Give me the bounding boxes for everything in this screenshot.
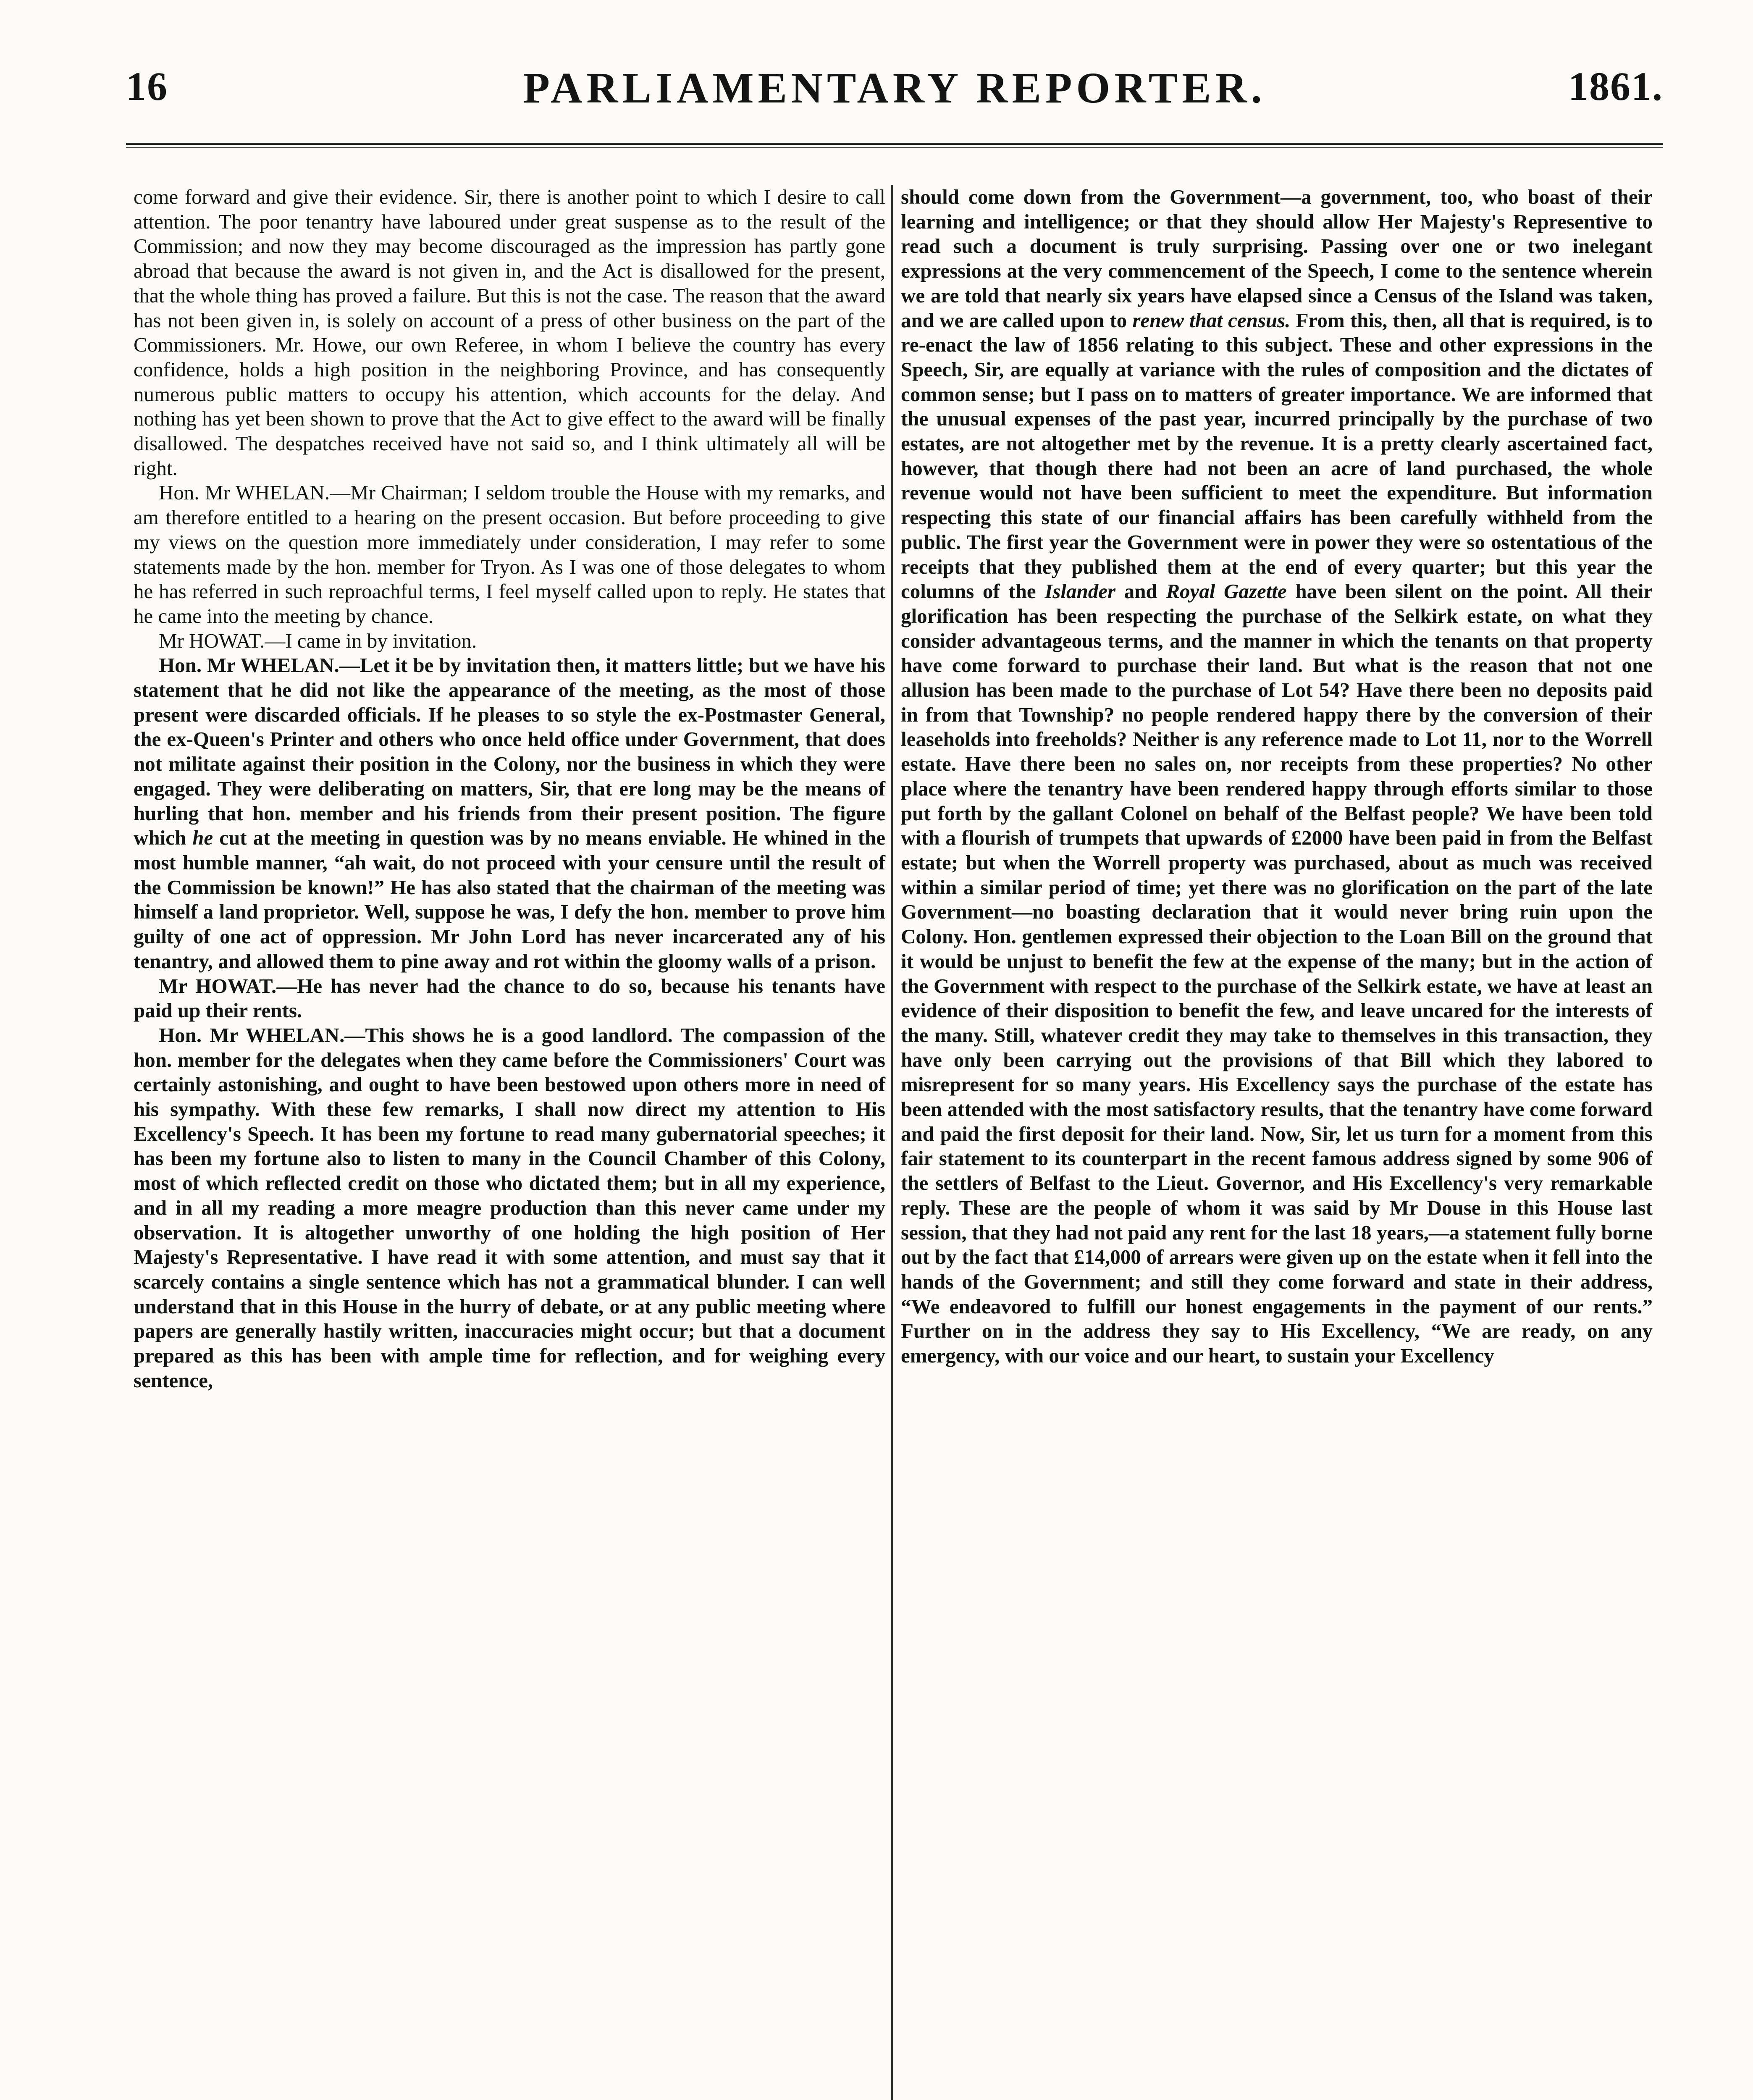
paragraph-text: Hon. Mr WHELAN.—Let it be by invitation then, it matters little; but we have his statement that he did not like the appearance of the meeting, as the most of those present were discarded officials. If he pleases to so style the ex-Postmaster General, the ex-Queen's Printer and others who once held office under Government, that does not militate against their position in the Colony, nor the business in which they were engaged. They were deliberating on matters, Sir, that ere long may be the means of hurling that hon. member and his friends from their present position. The figure which xyxy=(134,654,885,850)
publication-title: PARLIAMENTARY REPORTER. xyxy=(523,64,1266,112)
paragraph-text: and xyxy=(1124,580,1157,603)
column-divider xyxy=(891,185,893,2100)
newspaper-name: Islander xyxy=(1044,580,1116,603)
paragraph-text: cut at the meeting in question was by no means enviable. He whined in the most humble manner, “ah wait, do not proceed with your censure until the result of the Commission be known!” He has also stated that the chairman of the meeting was himself a land proprietor. Well, suppose he was, I defy the hon. member to prove him guilty of one act of oppression. Mr John Lord has never incarcerated any of his tenantry, and allowed them to pine away and rot within the gloomy walls of a prison. xyxy=(134,826,886,973)
page-header xyxy=(126,63,1663,118)
paragraph: Mr HOWAT.—I came in by invitation. xyxy=(159,629,477,652)
left-column xyxy=(134,185,885,1393)
header-rule xyxy=(126,143,1663,148)
paragraph: Hon. Mr WHELAN.—Mr Chairman; I seldom trouble the House with my remarks, and am therefore entitled to a hearing on the present occasion. But before proceeding to give my views on the question more immediately under consideration, I may refer to some statements made by the hon. member for Tryon. As I was one of those delegates to whom he has referred in such reproachful terms, I feel myself called upon to reply. He states that he came into the meeting by chance. xyxy=(134,481,885,627)
newspaper-name: Royal Gazette xyxy=(1166,580,1287,603)
publication-year: 1861. xyxy=(1568,64,1663,109)
paragraph-text: From this, then, all that is required, is to re-enact the law of 1856 relating to this subject. These and other expressions in the Speech, Sir, are equally at variance with the rules of composition and the dictates of common sense; but I pass on to matters of greater importance. We are informed that the unusual expenses of the past year, incurred principally by the purchase of two estates, are not altogether met by the revenue. It is a pretty clearly ascertained fact, however, that though there had not been an acre of land purchased, the whole revenue would not have been sufficient to meet the expenditure. But information respecting this state of our financial affairs has been carefully withheld from the public. The first year the Government were in power they were so ostentatious of the receipts that they published them at the end of every quarter; but this year the columns of the xyxy=(901,308,1653,603)
paragraph-text: should come down from the Government—a government, too, who boast of their learning and intelligence; or that they should allow Her Majesty's Representive to read such a document is truly surprising. Passing over one or two inelegant expressions at the very commencement of the Speech, I come to the sentence wherein we are told that nearly six years have elapsed since a Census of the Island was taken, and we are called upon to xyxy=(901,185,1653,332)
paragraph xyxy=(901,185,1653,1368)
paragraph xyxy=(134,653,885,974)
emphasis-text: renew that census. xyxy=(1132,308,1291,332)
page-number: 16 xyxy=(126,64,168,109)
paragraph: come forward and give their evidence. Sir, there is another point to which I desire to call attention. The poor tenantry have laboured under great suspense as to the result of the Commission; and now they may become discouraged as the impression has partly gone abroad that because the award is not given in, and the Act is disallowed for the present, that the whole thing has proved a failure. But this is not the case. The reason that the award has not been given in, is solely on account of a press of other business on the part of the Commissioners. Mr. Howe, our own Referee, in whom I believe the country has every confidence, holds a high position in the neighboring Province, and has consequently numerous public matters to occupy his attention, which accounts for the delay. And nothing has yet been shown to prove that the Act to give effect to the award will be finally disallowed. The despatches received have not said so, and I think ultimately all will be right. xyxy=(134,185,885,480)
paragraph: Mr HOWAT.—He has never had the chance to do so, because his tenants have paid up their rents. xyxy=(134,974,885,1022)
paragraph-text: have been silent on the point. All their glorification has been respecting the purchase of the Selkirk estate, on what they consider advantageous terms, and the manner in which the tenants on that property have come forward to purchase their land. But what is the reason that not one allusion has been made to the purchase of Lot 54? Have there been no deposits paid in from that Township? no people rendered happy there by the conversion of their leaseholds into freeholds? Neither is any reference made to Lot 11, nor to the Worrell estate. Have there been no sales on, nor receipts from these properties? No other place where the tenantry have been rendered happy through efforts similar to those put forth by the gallant Colonel on behalf of the Belfast people? We have been told with a flourish of trumpets that upwards of £2000 have been paid in from the Belfast estate; but when the Worrell property was purchased, about as much was received within a similar period of time; yet there was no glorification on the part of the late Government—no boasting declaration that it would never bring ruin upon the Colony. Hon. gentlemen expressed their objection to the Loan Bill on the ground that it would be unjust to benefit the few at the expense of the many; but in the action of the Government with respect to the purchase of the Selkirk estate, we have at least an evidence of their disposition to benefit the few, and leave uncared for the interests of the many. Still, whatever credit they may take to themselves in this transaction, they have only been carrying out the provisions of that Bill which they labored to misrepresent for so many years. His Excellency says the purchase of the estate has been attended with the most satisfactory results, that the tenantry have come forward and paid the first deposit for their land. Now, Sir, let us turn for a moment from this fair statement to its counterpart in the recent famous address signed by some 906 of the settlers of Belfast to the Lieut. Governor, and His Excellency's very remarkable reply. These are the people of whom it was said by Mr Douse in this House last session, that they had not paid any rent for the last 18 years,—a statement fully borne out by the fact that £14,000 of arrears were given up on the estate when it fell into the hands of the Government; and still they come forward and state in their address, “We endeavored to fulfill our honest engagements in the payment of our rents.” Further on in the address they say to His Excellency, “We are ready, on any emergency, with our voice and our heart, to sustain your Excellency xyxy=(901,580,1653,1368)
emphasis-text: he xyxy=(192,826,213,850)
right-column xyxy=(901,185,1653,1368)
paragraph: Hon. Mr WHELAN.—This shows he is a good landlord. The compassion of the hon. member for the delegates when they came before the Commissioners' Court was certainly astonishing, and ought to have been bestowed upon others more in need of his sympathy. With these few remarks, I shall now direct my attention to His Excellency's Speech. It has been my fortune to read many gubernatorial speeches; it has been my fortune also to listen to many in the Council Chamber of this Colony, most of which reflected credit on those who dictated them; but in all my experience, and in all my reading a more meagre production than this never came under my observation. It is altogether unworthy of one holding the high position of Her Majesty's Representative. I have read it with some attention, and must say that it scarcely contains a single sentence which has not a grammatical blunder. I can well understand that in this House in the hurry of debate, or at any public meeting where papers are generally hastily written, inaccuracies might occur; but that a document prepared as this has been with ample time for reflection, and for weighing every sentence, xyxy=(134,1023,885,1392)
